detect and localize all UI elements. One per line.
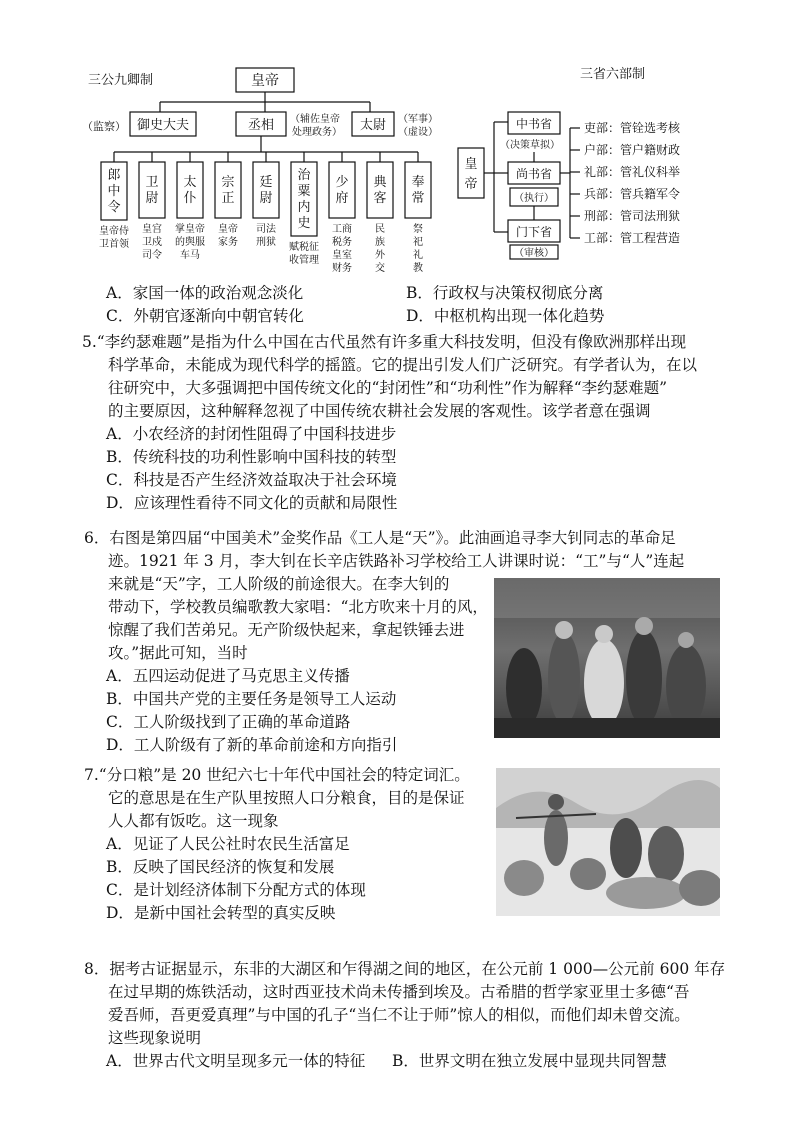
q7-option-b[interactable]: B．反映了国民经济的恢复和发展	[106, 858, 335, 876]
diagram-right-title: 三省六部制	[580, 67, 646, 82]
grain-distribution-painting	[496, 768, 720, 916]
q4-option-c[interactable]: C．外朝官逐渐向中朝官转化	[106, 307, 304, 325]
minister-name-char: 少	[335, 175, 349, 190]
minister-duty-line: 皇帝	[218, 224, 238, 235]
q6-option-c[interactable]: C．工人阶级找到了正确的革命道路	[106, 713, 351, 731]
q6-line-5: 惊醒了我们苦弟兄。无产阶级快起来，拿起铁锤去进	[108, 621, 465, 639]
q5-option-d[interactable]: D．应该理性看待不同文化的贡献和局限性	[106, 494, 398, 512]
chancellor-role-2: 处理政务）	[292, 127, 342, 138]
ministry-item-5: 工部：管工程营造	[584, 231, 681, 245]
q8-line-4: 这些现象说明	[108, 1029, 202, 1047]
minister-duty-line: 财务	[332, 263, 352, 274]
q5-line-4: 的主要原因，这种解释忽视了中国传统农耕社会发展的客观性。该学者意在强调	[108, 402, 651, 420]
minister-duty-line: 礼	[413, 250, 423, 261]
q6-line-4: 带动下，学校教员编歌教大家唱：“北方吹来十月的风，	[108, 598, 488, 616]
minister-name-char: 治	[297, 168, 311, 183]
minister-duty-line: 交	[375, 263, 385, 274]
censor-label: 御史大夫	[136, 118, 190, 133]
minister-name-char: 仆	[183, 191, 197, 206]
three-departments-six-ministries-diagram	[450, 60, 740, 260]
painting-grain-scene	[496, 768, 720, 916]
minister-name-char: 粟	[297, 184, 311, 199]
minister-duty-line: 的舆服	[175, 237, 205, 248]
minister-name-char: 中	[107, 184, 121, 199]
minister-duty-line: 收管理	[289, 255, 319, 266]
taiwei-role-2: （虚设）	[398, 127, 438, 138]
q4-option-b[interactable]: B．行政权与决策权彻底分离	[406, 284, 604, 302]
minister-name-char: 客	[373, 191, 387, 206]
q6-option-a[interactable]: A．五四运动促进了马克思主义传播	[106, 667, 350, 685]
minister-name-char: 奉	[411, 175, 425, 190]
minister-duty-line: 祭	[413, 224, 423, 235]
menxia-label: 门下省	[515, 225, 553, 239]
minister-duty-line: 皇室	[332, 250, 352, 261]
chancellor-label: 丞相	[247, 118, 275, 133]
censor-role: （监察）	[82, 120, 126, 133]
minister-box-8	[405, 162, 431, 218]
minister-duty-line: 卫戍	[142, 237, 162, 248]
minister-duty-line: 皇帝侍	[99, 226, 129, 237]
minister-duty-line: 祀	[413, 237, 423, 248]
q4-options	[84, 282, 724, 328]
q5-option-a[interactable]: A．小农经济的封闭性阻碍了中国科技进步	[106, 425, 397, 443]
minister-duty-line: 司令	[142, 250, 162, 261]
q5-line-1: 5.“李约瑟难题”是指为什么中国在古代虽然有许多重大科技发明，但没有像欧洲那样出现	[82, 333, 687, 351]
q4-option-d[interactable]: D．中枢机构出现一体化趋势	[406, 307, 605, 325]
minister-name-char: 卫	[145, 175, 159, 190]
minister-name-char: 令	[107, 200, 121, 215]
workers-are-heaven-painting	[494, 578, 720, 738]
minister-name-char: 太	[183, 175, 197, 190]
q7-line-3: 人人都有饭吃。这一现象	[108, 812, 279, 830]
minister-duty-line: 赋税征	[289, 242, 319, 253]
chancellor-role-1: （辅佐皇帝	[290, 114, 340, 125]
q6-line-6: 攻。”据此可知，当时	[108, 644, 248, 662]
three-dukes-nine-ministers-diagram	[80, 60, 460, 280]
minister-name-char: 尉	[145, 191, 159, 206]
question-8	[84, 958, 724, 1073]
minister-duty-line: 外	[375, 250, 385, 261]
emperor-label: 皇帝	[251, 73, 279, 89]
ministry-item-2: 礼部：管礼仪科举	[584, 165, 681, 179]
minister-duty-line: 卫首领	[99, 239, 129, 250]
q8-line-2: 在过早期的炼铁活动，这时西亚技术尚未传播到埃及。古希腊的哲学家亚里士多德“吾	[108, 983, 690, 1001]
ministry-item-1: 户部：管户籍财政	[584, 143, 681, 157]
minister-name-char: 尉	[259, 191, 273, 206]
painting-figures	[494, 578, 720, 738]
q7-option-a[interactable]: A．见证了人民公社时农民生活富足	[106, 835, 350, 853]
q7-line-2: 它的意思是在生产队里按照人口分粮食，目的是保证	[108, 789, 465, 807]
minister-box-3	[215, 162, 241, 218]
minister-name-char: 典	[373, 175, 387, 190]
minister-box-1	[139, 162, 165, 218]
ministries-group	[570, 120, 681, 245]
q4-option-a[interactable]: A．家国一体的政治观念淡化	[106, 284, 304, 302]
q6-option-d[interactable]: D．工人阶级有了新的革命前途和方向指引	[106, 736, 398, 754]
minister-name-char: 廷	[259, 175, 273, 190]
q5-option-b[interactable]: B．传统科技的功利性影响中国科技的转型	[106, 448, 397, 466]
taiwei-role-1: （军事）	[398, 114, 438, 125]
minister-name-char: 史	[297, 216, 311, 231]
minister-box-4	[253, 162, 279, 218]
q5-line-3: 往研究中，大多强调把中国传统文化的“封闭性”和“功利性”作为解释“李约瑟难题”	[108, 379, 668, 397]
minister-duty-line: 民	[375, 224, 385, 235]
minister-duty-line: 教	[413, 263, 423, 274]
minister-name-char: 府	[335, 191, 349, 206]
minister-box-6	[329, 162, 355, 218]
q7-line-1: 7.“分口粮”是 20 世纪六七十年代中国社会的特定词汇。	[84, 766, 470, 784]
minister-name-char: 正	[221, 191, 235, 206]
q8-line-1: 8．据考古证据显示，东非的大湖区和乍得湖之间的地区，在公元前 1 000—公元前 600 年存	[84, 960, 726, 978]
minister-duty-line: 族	[375, 237, 385, 248]
minister-name-char: 宗	[221, 175, 235, 190]
diagram-left-title: 三公九卿制	[88, 73, 154, 88]
q6-line-3: 来就是“天”字，工人阶级的前途很大。在李大钊的	[108, 575, 450, 593]
q6-line-2: 迹。1921 年 3 月，李大钊在长辛店铁路补习学校给工人讲课时说：“工”与“人”连起	[108, 552, 685, 570]
q6-line-1: 6．右图是第四届“中国美术”金奖作品《工人是“天”》。此油画追寻李大钊同志的革命足	[84, 529, 676, 547]
minister-name-char: 郎	[107, 168, 121, 183]
q8-option-a[interactable]: A．世界古代文明呈现多元一体的特征	[106, 1052, 366, 1070]
minister-duty-line: 刑狱	[256, 237, 276, 248]
q7-option-d[interactable]: D．是新中国社会转型的真实反映	[106, 904, 336, 922]
shangshu-role: （执行）	[514, 193, 554, 204]
minister-box-2	[177, 162, 203, 218]
q5-option-c[interactable]: C．科技是否产生经济效益取决于社会环境	[106, 471, 397, 489]
minister-duty-line: 皇宫	[142, 224, 162, 235]
minister-duty-line: 税务	[332, 237, 352, 248]
minister-name-char: 常	[411, 191, 425, 206]
zhongshu-role: （决策草拟）	[500, 140, 560, 151]
minister-duty-line: 司法	[256, 224, 276, 235]
q8-line-3: 爱吾师，吾更爱真理”与中国的孔子“当仁不让于师”惊人的相似，而他们却未曾交流。	[108, 1006, 690, 1024]
minister-duty-line: 车马	[180, 250, 200, 261]
ministry-item-3: 兵部：管兵籍军令	[584, 187, 681, 201]
taiwei-label: 太尉	[359, 118, 387, 133]
ministry-item-0: 吏部：管铨选考核	[584, 121, 681, 135]
zhongshu-label: 中书省	[515, 117, 553, 131]
q7-option-c[interactable]: C．是计划经济体制下分配方式的体现	[106, 881, 366, 899]
q5-line-2: 科学革命，未能成为现代科学的摇篮。它的提出引发人们广泛研究。有学者认为，在以	[108, 356, 698, 374]
question-5	[84, 331, 724, 515]
minister-box-7	[367, 162, 393, 218]
q8-option-b[interactable]: B．世界文明在独立发展中显现共同智慧	[392, 1052, 667, 1070]
minister-duty-line: 家务	[218, 237, 238, 248]
minister-duty-line: 工商	[332, 224, 352, 235]
ministers-group	[99, 152, 431, 274]
q6-option-b[interactable]: B．中国共产党的主要任务是领导工人运动	[106, 690, 397, 708]
menxia-role: （审核）	[514, 248, 554, 259]
right-emperor-char-1: 皇	[464, 157, 478, 172]
shangshu-label: 尚书省	[515, 167, 553, 181]
minister-name-char: 内	[297, 200, 311, 215]
ministry-item-4: 刑部：管司法刑狱	[584, 209, 681, 223]
minister-duty-line: 掌皇帝	[175, 224, 205, 235]
right-emperor-char-2: 帝	[464, 177, 478, 192]
